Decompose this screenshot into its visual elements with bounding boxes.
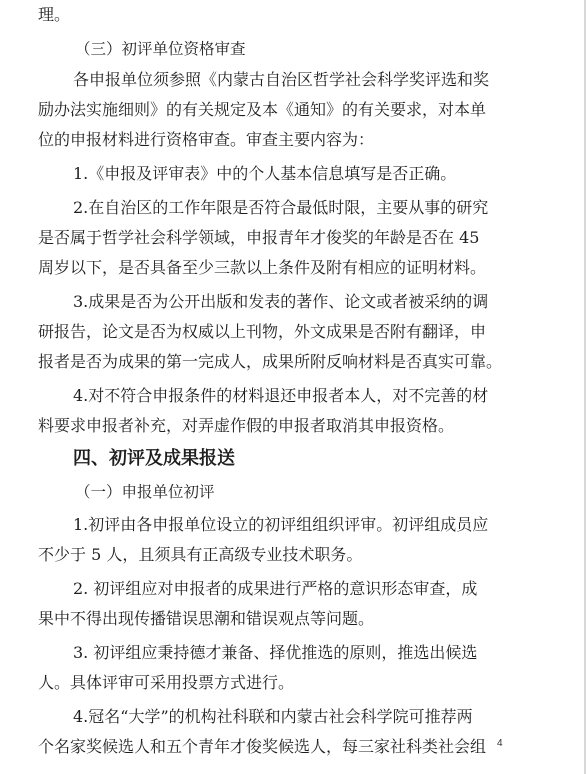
- text-line: 不少于 5 人，且须具有正高级专业技术职务。: [38, 545, 363, 564]
- text-line: 研报告，论文是否为权威以上刊物，外文成果是否附有翻译，申: [38, 322, 487, 341]
- text-line: 果中不得出现传播错误思潮和错误观点等问题。: [38, 609, 375, 628]
- text-line: 料要求申报者补充，对弄虚作假的申报者取消其申报资格。: [38, 416, 455, 435]
- text-line: 2.在自治区的工作年限是否符合最低时限，主要从事的研究: [73, 198, 489, 217]
- text-line: 4.冠名“大学”的机构社科联和内蒙古社会科学院可推荐两: [73, 707, 473, 726]
- section-heading: 四、初评及成果报送: [73, 448, 235, 469]
- text-line: 各申报单位须参照《内蒙古自治区哲学社会科学奖评选和奖: [73, 70, 490, 89]
- section-subheading: （三）初评单位资格审查: [75, 40, 246, 58]
- text-line: 1.初评由各申报单位设立的初评组组织评审。初评组成员应: [73, 515, 489, 534]
- text-line: 3.成果是否为公开出版和发表的著作、论文或者被采纳的调: [73, 292, 489, 311]
- text-line: 个名家奖候选人和五个青年才俊奖候选人，每三家社科类社会组: [38, 737, 487, 756]
- section-subheading: （一）申报单位初评: [75, 483, 215, 501]
- text-line: 2. 初评组应对申报者的成果进行严格的意识形态审查，成: [73, 579, 478, 598]
- text-line: 理。: [38, 5, 71, 24]
- text-line: 1.《申报及评审表》中的个人基本信息填写是否正确。: [73, 164, 457, 183]
- text-line: 4.对不符合申报条件的材料退还申报者本人，对不完善的材: [73, 386, 489, 405]
- text-line: 人。具体评审可采用投票方式进行。: [38, 673, 295, 692]
- page-number: 4: [497, 738, 503, 749]
- text-line: 是否属于哲学社会科学领域，申报青年才俊奖的年龄是否在 45: [38, 228, 480, 247]
- text-line: 3. 初评组应秉持德才兼备、择优推选的原则，推选出候选: [73, 643, 478, 662]
- text-line: 励办法实施细则》的有关规定及本《通知》的有关要求，对本单: [38, 100, 487, 119]
- text-line: 位的申报材料进行资格审查。审查主要内容为：: [38, 130, 375, 149]
- text-line: 报者是否为成果的第一完成人，成果所附反响材料是否真实可靠。: [38, 352, 503, 371]
- text-line: 周岁以下，是否具备至少三款以上条件及附有相应的证明材料。: [38, 258, 487, 277]
